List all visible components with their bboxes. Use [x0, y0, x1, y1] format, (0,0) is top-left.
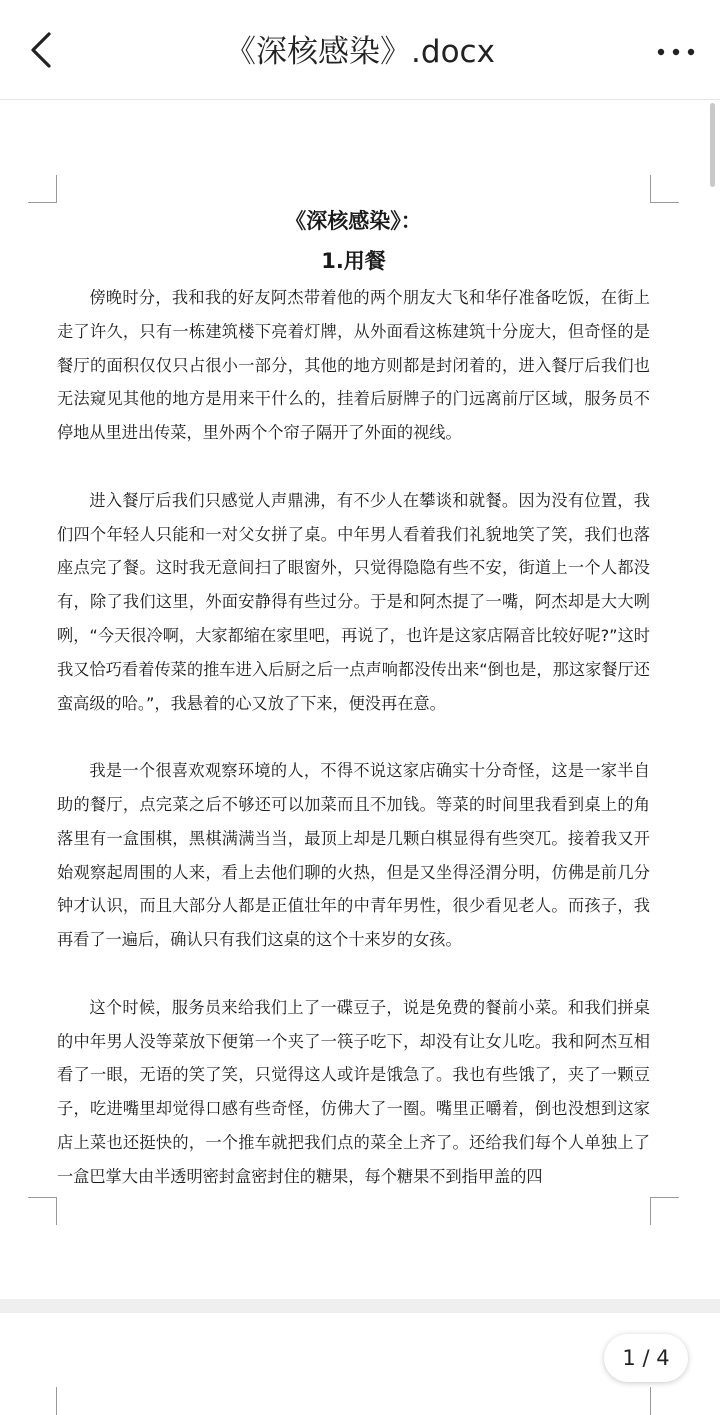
- section-heading: 1.用餐: [321, 249, 386, 273]
- page-indicator: 1 / 4: [604, 1334, 688, 1382]
- document-title: 《深核感染》.docx: [225, 34, 495, 70]
- doc-heading: 《深核感染》：: [285, 209, 422, 233]
- page-margin-mark-top-right: [650, 1387, 679, 1415]
- page-margin-mark-top-left: [28, 175, 57, 203]
- more-horizontal-icon: [654, 34, 698, 70]
- paragraph: 进入餐厅后我们只感觉人声鼎沸，有不少人在攀谈和就餐。因为没有位置，我们四个年轻人只能和一对父女拼了桌。中年男人看着我们礼貌地笑了笑，我们也落座点完了餐。这时我无意间扫了眼窗外，只觉得隐隐有些不安，街道上一个人都没有，除了我们这里，外面安静得有些过分。于是和阿杰提了一嘴，阿杰却是大大咧咧，“今天很冷啊，大家都缩在家里吧，再说了，也许是这家店隔音比较好呢?”这时我又恰巧看着传菜的推车进入后厨之后一点声响都没传出来“倒也是，那这家餐厅还蛮高级的哈。”，我悬着的心又放了下来，便没再在意。: [57, 490, 650, 713]
- paragraph: 傍晚时分，我和我的好友阿杰带着他的两个朋友大飞和华仔准备吃饭，在街上走了许久，只有一栋建筑楼下亮着灯牌，从外面看这栋建筑十分庞大，但奇怪的是餐厅的面积仅仅只占很小一部分，其他的地方则都是封闭着的，进入餐厅后我们也无法窥见其他的地方是用来干什么的，挂着后厨牌子的门远离前厅区域，服务员不停地从里进出传菜，里外两个个帘子隔开了外面的视线。: [57, 288, 650, 443]
- paragraph-spacer: [57, 720, 650, 754]
- page-content: [57, 205, 650, 1186]
- page-margin-mark-top-right: [650, 175, 679, 203]
- paragraph: 这个时候，服务员来给我们上了一碟豆子，说是免费的餐前小菜。和我们拼桌的中年男人没等菜放下便第一个夹了一筷子吃下，却没有让女儿吃。我和阿杰互相看了一眼，无语的笑了笑，只觉得这人或许是饿急了。我也有些饿了，夹了一颗豆子，吃进嘴里却觉得口感有些奇怪，仿佛大了一圈。嘴里正嚼着，倒也没想到这家店上菜也还挺快的，一个推车就把我们点的菜全上齐了。还给我们每个人单独上了一盒巴掌大由半透明密封盒密封住的糖果，每个糖果不到指甲盖的四: [57, 997, 650, 1186]
- back-button[interactable]: [22, 28, 66, 72]
- document-viewer[interactable]: [0, 101, 720, 1394]
- scrollbar-thumb[interactable]: [710, 103, 715, 187]
- document-page: [0, 101, 720, 1299]
- paragraph-clip: [57, 991, 650, 1186]
- paragraph-spacer: [57, 957, 650, 991]
- top-bar: [0, 0, 720, 100]
- page-margin-mark-bottom-left: [28, 1197, 57, 1225]
- paragraph-spacer: [57, 450, 650, 484]
- more-options-button[interactable]: [654, 34, 698, 70]
- chevron-left-icon: [22, 28, 66, 72]
- paragraph: 我是一个很喜欢观察环境的人，不得不说这家店确实十分奇怪，这是一家半自助的餐厅，点完菜之后不够还可以加菜而且不加钱。等菜的时间里我看到桌上的角落里有一盒围棋，黑棋满满当当，最顶上却是几颗白棋显得有些突兀。接着我又开始观察起周围的人来，看上去他们聊的火热，但是又坐得泾渭分明，仿佛是前几分钟才认识，而且大部分人都是正值壮年的中青年男性，很少看见老人。而孩子，我再看了一遍后，确认只有我们这桌的这个十来岁的女孩。: [57, 761, 650, 950]
- page-margin-mark-bottom-right: [650, 1197, 679, 1225]
- page-separator: [0, 1299, 720, 1313]
- page-margin-mark-top-left: [28, 1387, 57, 1415]
